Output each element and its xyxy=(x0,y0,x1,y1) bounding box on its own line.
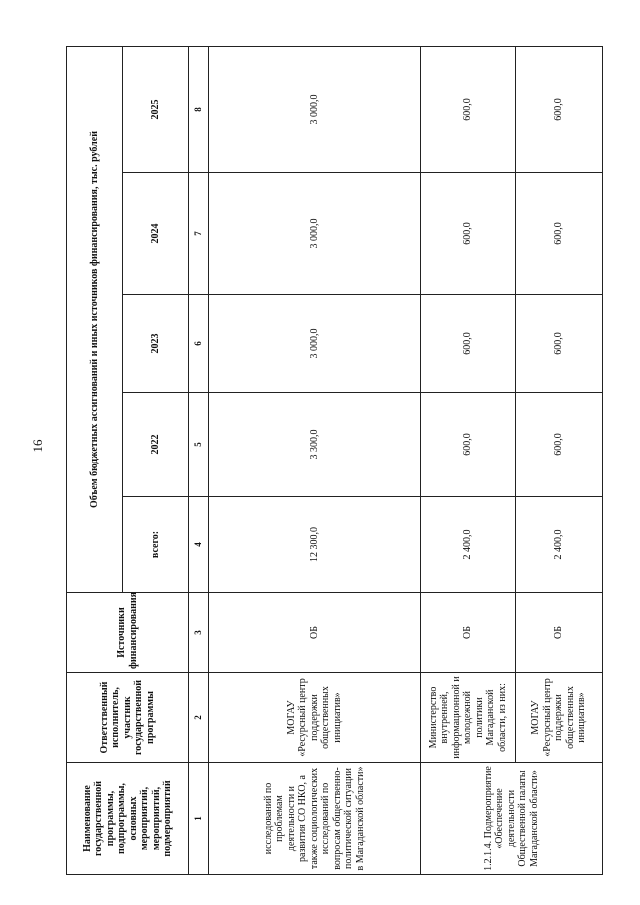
row-responsible: МОГАУ «Ресурсный центр поддержки общественных инициатив» xyxy=(516,673,603,763)
row-source: ОБ xyxy=(209,593,421,673)
row-2022: 600,0 xyxy=(421,393,516,497)
row-2025: 3 000,0 xyxy=(209,47,421,173)
row-2023: 3 000,0 xyxy=(209,295,421,393)
header-2022: 2022 xyxy=(123,393,189,497)
col-index-2: 2 xyxy=(189,673,209,763)
row-total: 2 400,0 xyxy=(516,497,603,593)
header-name: Наименование государственной программы, подпрограммы, основных мероприятий, мероприятий, подмероприятий xyxy=(67,763,189,875)
table-row xyxy=(516,47,603,875)
header-source: Источники финансирования xyxy=(67,593,189,673)
row-2023: 600,0 xyxy=(516,295,603,393)
row-2023: 600,0 xyxy=(421,295,516,393)
col-index-1: 1 xyxy=(189,763,209,875)
row-source: ОБ xyxy=(421,593,516,673)
page-number: 16 xyxy=(30,439,45,453)
col-index-7: 7 xyxy=(189,173,209,295)
row-total: 2 400,0 xyxy=(421,497,516,593)
table-row xyxy=(209,47,421,875)
rotated-table-wrapper xyxy=(66,47,602,875)
header-2023: 2023 xyxy=(123,295,189,393)
row-2022: 600,0 xyxy=(516,393,603,497)
row-2025: 600,0 xyxy=(421,47,516,173)
row-source: ОБ xyxy=(516,593,603,673)
header-volume-group: Объем бюджетных ассигнований и иных источников финансирования, тыс. рублей xyxy=(67,47,123,593)
col-index-4: 4 xyxy=(189,497,209,593)
row-2024: 600,0 xyxy=(421,173,516,295)
row-name: исследований по проблемам деятельности и развития СО НКО, а также социологических исследований по вопросам общественно-политической ситуации в Магаданской области» xyxy=(209,763,421,875)
header-responsible: Ответственный исполнитель, участник государственной программы xyxy=(67,673,189,763)
header-total: всего: xyxy=(123,497,189,593)
financing-table xyxy=(66,46,603,875)
row-2024: 3 000,0 xyxy=(209,173,421,295)
col-index-8: 8 xyxy=(189,47,209,173)
row-total: 12 300,0 xyxy=(209,497,421,593)
header-row-1 xyxy=(67,47,123,875)
row-responsible: МОГАУ «Ресурсный центр поддержки общественных инициатив» xyxy=(209,673,421,763)
header-2025: 2025 xyxy=(123,47,189,173)
row-2025: 600,0 xyxy=(516,47,603,173)
row-2022: 3 300,0 xyxy=(209,393,421,497)
row-name: 1.2.1.4. Подмероприятие «Обеспечение деятельности Общественной палаты Магаданской области» xyxy=(421,763,603,875)
col-index-6: 6 xyxy=(189,295,209,393)
table-row xyxy=(421,47,516,875)
col-index-5: 5 xyxy=(189,393,209,497)
row-2024: 600,0 xyxy=(516,173,603,295)
column-index-row xyxy=(189,47,209,875)
col-index-3: 3 xyxy=(189,593,209,673)
row-responsible: Министерство внутренней, информационной и молодежной политики Магаданской области, из них: xyxy=(421,673,516,763)
header-2024: 2024 xyxy=(123,173,189,295)
